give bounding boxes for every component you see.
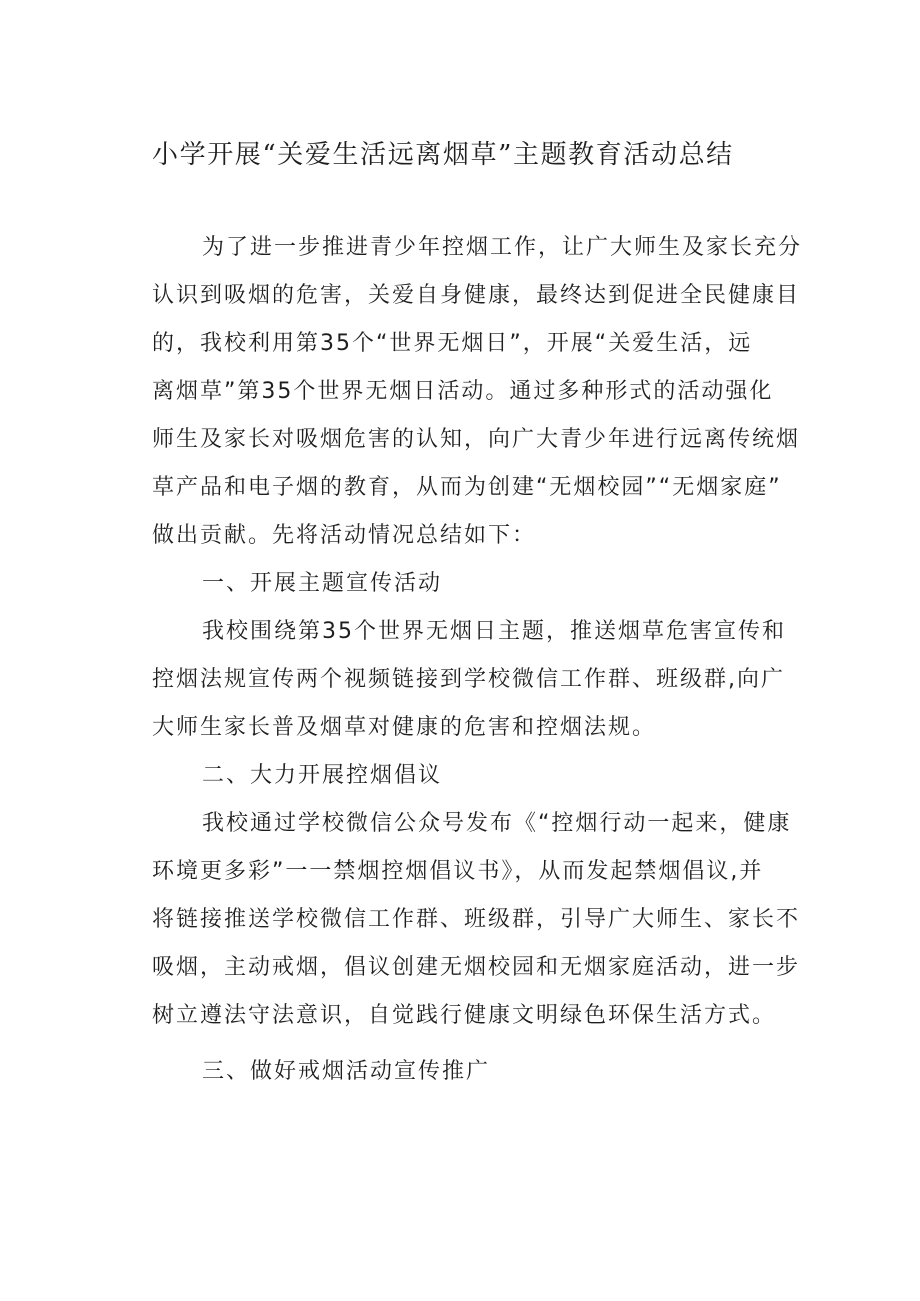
text-line: 树立遵法守法意识，自觉践行健康文明绿色环保生活方式。	[152, 1003, 777, 1028]
text-line: 将链接推送学校微信工作群、班级群，引导广大师生、家长不	[152, 907, 801, 932]
section-1-paragraph	[152, 608, 812, 752]
section-2-paragraph	[152, 800, 812, 1040]
section-heading-3: 三、做好戒烟活动宣传推广	[202, 1059, 491, 1084]
text-line: 环境更多彩”一一禁烟控烟倡议书》，从而发起禁烟倡议,并	[152, 859, 764, 884]
text-line: 的，我校利用第35个“世界无烟日”，开展“关爱生活，远	[152, 331, 753, 356]
text-line: 控烟法规宣传两个视频链接到学校微信工作群、班级群,向广	[152, 667, 785, 692]
intro-paragraph	[152, 224, 812, 560]
section-heading-1: 一、开展主题宣传活动	[202, 571, 443, 596]
text-line: 为了进一步推进青少年控烟工作，让广大师生及家长充分	[202, 235, 803, 260]
section-heading-2: 二、大力开展控烟倡议	[202, 763, 443, 788]
document-body	[152, 224, 812, 1096]
text-line: 吸烟，主动戒烟，倡议创建无烟校园和无烟家庭活动，进一步	[152, 955, 801, 980]
text-line: 师生及家长对吸烟危害的认知，向广大青少年进行远离传统烟	[152, 427, 801, 452]
text-line: 我校围绕第35个世界无烟日主题，推送烟草危害宣传和	[202, 619, 786, 644]
text-line: 认识到吸烟的危害，关爱自身健康，最终达到促进全民健康目	[152, 283, 801, 308]
document-title: 小学开展“关爱生活远离烟草”主题教育活动总结	[152, 140, 734, 170]
text-line: 离烟草”第35个世界无烟日活动。通过多种形式的活动强化	[152, 379, 774, 404]
text-line: 我校通过学校微信公众号发布《“控烟行动一起来，健康	[202, 811, 792, 836]
text-line: 做出贡献。先将活动情况总结如下：	[152, 523, 537, 548]
text-line: 草产品和电子烟的教育，从而为创建“无烟校园”“无烟家庭”	[152, 475, 782, 500]
text-line: 大师生家长普及烟草对健康的危害和控烟法规。	[152, 715, 657, 740]
